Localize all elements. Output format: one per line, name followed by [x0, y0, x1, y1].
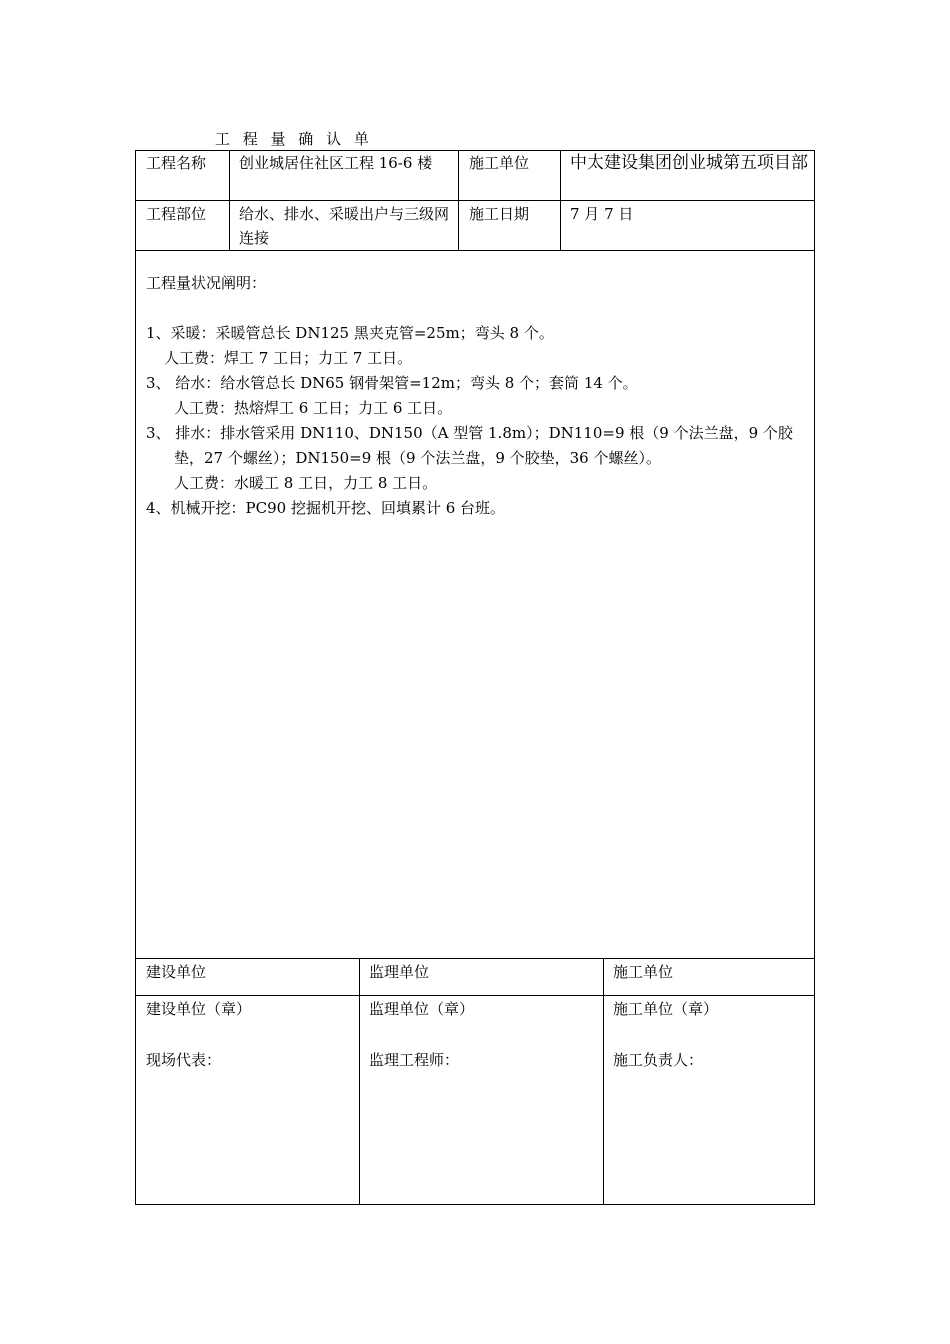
date-label: 施工日期: [469, 205, 530, 223]
description-line: 3、 给水：给水管总长 DN65 钢骨架管=12m；弯头 8 个；套筒 14 个。: [146, 374, 638, 392]
description-line: 3、 排水：排水管采用 DN110、DN150（A 型管 1.8m）；DN110=9 根（9 个法兰盘，9 个胶垫，27 个螺丝）；DN150=9 根（9 个法兰盘，9 个胶垫，36 个螺丝）。: [146, 424, 793, 467]
contractor-header: 施工单位: [613, 963, 674, 981]
description-heading: 工程量状况阐明：: [146, 274, 267, 292]
project-name-value: 创业城居住社区工程 16-6 楼: [239, 154, 433, 172]
owner-header: 建设单位: [146, 963, 207, 981]
table-divider: [136, 250, 814, 251]
location-value: 给水、排水、采暖出户与三级网连接: [239, 205, 450, 247]
contractor-value: 中太建设集团创业城第五项目部: [570, 153, 808, 173]
table-divider: [458, 151, 459, 250]
table-divider: [359, 958, 360, 1205]
owner-stamp: 建设单位（章）: [146, 1000, 252, 1018]
table-divider: [136, 200, 814, 201]
description-line: 人工费：水暖工 8 工日，力工 8 工日。: [174, 474, 438, 492]
location-label: 工程部位: [146, 205, 207, 223]
table-divider: [560, 151, 561, 250]
description-line: 人工费：焊工 7 工日；力工 7 工日。: [164, 349, 413, 367]
description-line: 1、采暖：采暖管总长 DN125 黑夹克管=25m；弯头 8 个。: [146, 324, 554, 342]
confirmation-form-table: [135, 150, 815, 1205]
contractor-manager: 施工负责人：: [613, 1051, 704, 1069]
description-line: 人工费：热熔焊工 6 工日；力工 6 工日。: [174, 399, 453, 417]
project-name-label: 工程名称: [146, 154, 207, 172]
table-divider: [136, 958, 814, 959]
owner-representative: 现场代表：: [146, 1051, 222, 1069]
table-divider: [229, 151, 230, 250]
date-value: 7 月 7 日: [570, 205, 634, 223]
table-divider: [136, 995, 814, 996]
document-title: 工 程 量 确 认 单: [215, 130, 373, 148]
blank-line: [146, 296, 811, 321]
supervisor-stamp: 监理单位（章）: [369, 1000, 475, 1018]
table-divider: [603, 958, 604, 1205]
description-line: 4、机械开挖：PC90 挖掘机开挖、回填累计 6 台班。: [146, 499, 506, 517]
quantity-description: [146, 271, 811, 521]
contractor-stamp: 施工单位（章）: [613, 1000, 719, 1018]
supervisor-engineer: 监理工程师：: [369, 1051, 460, 1069]
contractor-label: 施工单位: [469, 154, 530, 172]
supervisor-header: 监理单位: [369, 963, 430, 981]
